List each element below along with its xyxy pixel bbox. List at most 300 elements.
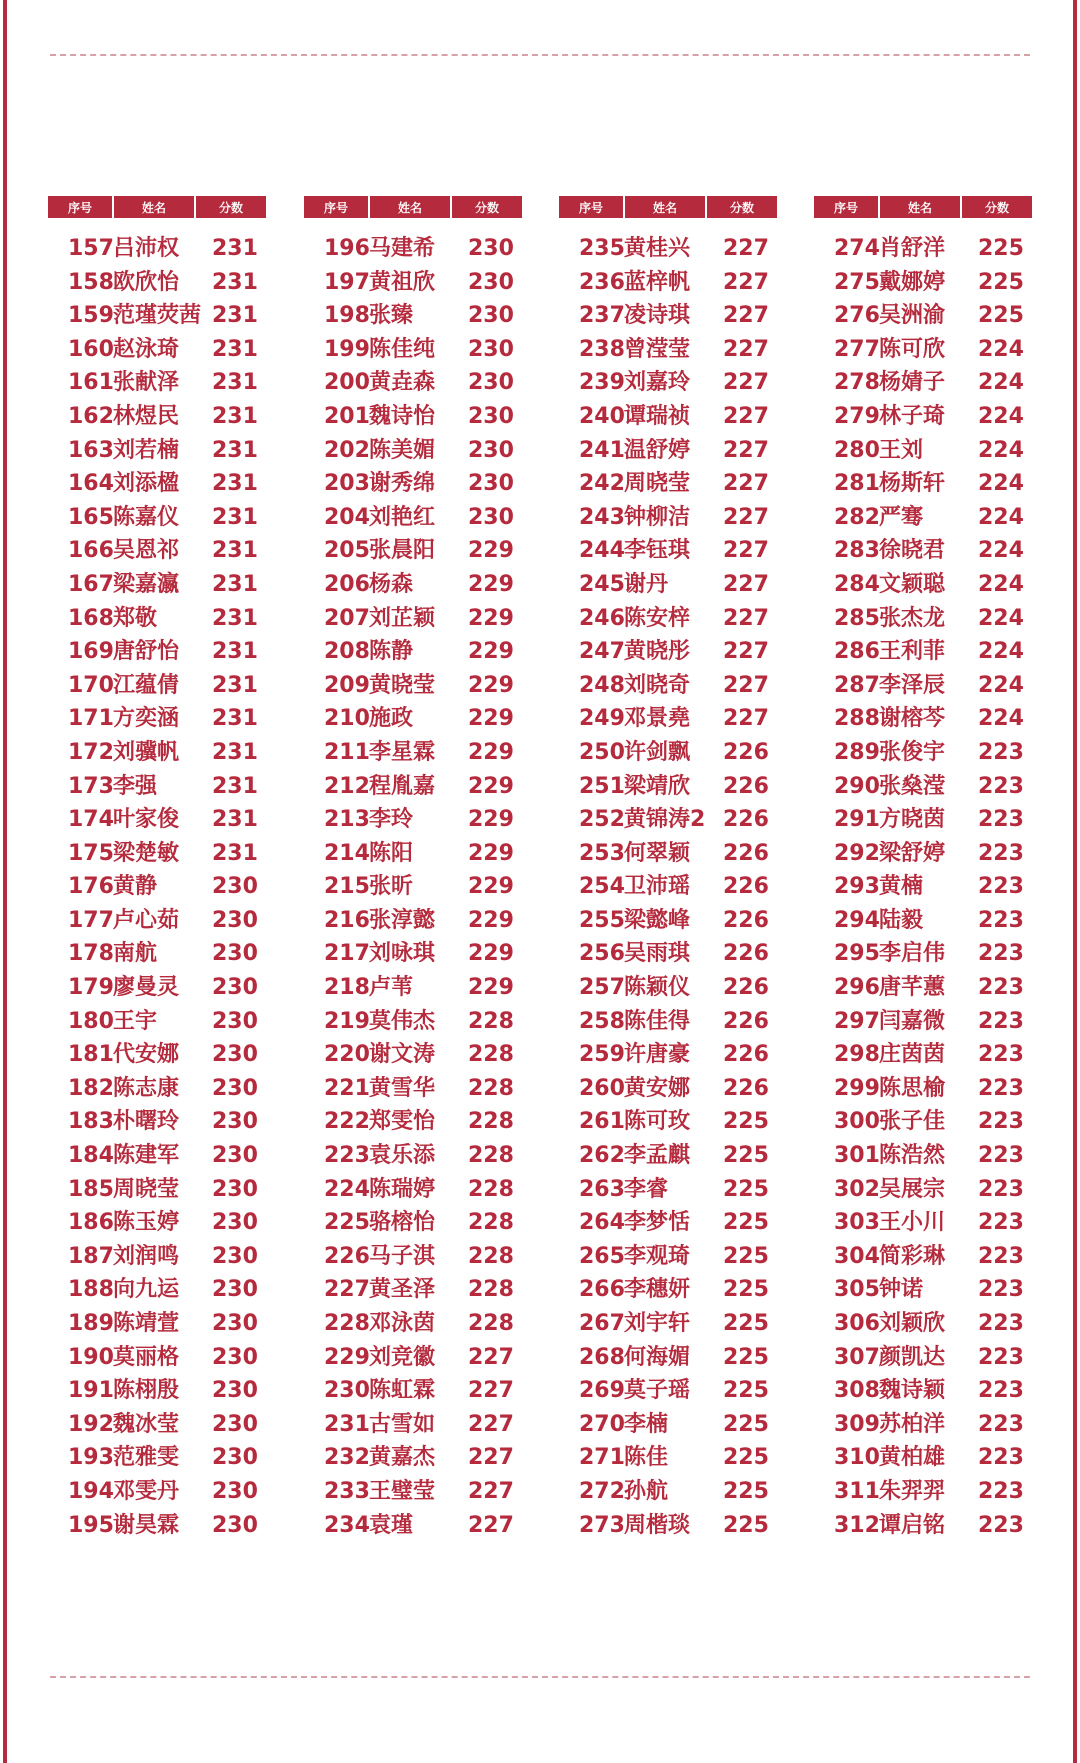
row-name: 何海媚 <box>624 1344 691 1370</box>
header-name: 姓名 <box>625 196 705 218</box>
row-name: 黄桂兴 <box>624 236 691 261</box>
row-score: 230 <box>468 504 514 530</box>
row-name: 张子佳 <box>879 1109 946 1135</box>
row-score: 228 <box>468 1243 514 1269</box>
table-header <box>48 196 266 218</box>
table-row <box>48 1509 266 1543</box>
row-name: 邓雯丹 <box>113 1478 180 1504</box>
table-row <box>304 366 522 400</box>
row-name: 谭瑞祯 <box>624 403 691 429</box>
row-name: 陈可欣 <box>879 336 946 362</box>
row-score: 225 <box>723 1445 769 1471</box>
row-number: 234 <box>324 1512 370 1538</box>
row-number: 157 <box>68 236 114 261</box>
row-score: 227 <box>723 605 769 631</box>
row-score: 229 <box>468 538 514 564</box>
row-score: 223 <box>978 1478 1024 1504</box>
row-score: 230 <box>212 1075 258 1101</box>
row-score: 231 <box>212 336 258 362</box>
row-score: 229 <box>468 907 514 933</box>
row-number: 184 <box>68 1143 114 1169</box>
table-row <box>48 400 266 434</box>
row-score: 223 <box>978 1411 1024 1437</box>
row-number: 165 <box>68 504 114 530</box>
table-row <box>559 971 777 1005</box>
row-name: 黄嘉杰 <box>369 1445 436 1471</box>
row-number: 295 <box>834 941 880 967</box>
row-name: 王刘 <box>879 437 924 463</box>
row-score: 230 <box>468 236 514 261</box>
table-row <box>559 736 777 770</box>
row-number: 250 <box>579 739 625 765</box>
row-number: 283 <box>834 538 880 564</box>
table-row <box>559 937 777 971</box>
row-name: 魏诗颖 <box>879 1378 946 1404</box>
row-score: 230 <box>212 1176 258 1202</box>
table-row <box>304 870 522 904</box>
row-score: 228 <box>468 1311 514 1336</box>
row-score: 228 <box>468 1008 514 1034</box>
row-score: 230 <box>212 1311 258 1336</box>
row-number: 208 <box>324 639 370 665</box>
row-number: 204 <box>324 504 370 530</box>
row-name: 陈建军 <box>113 1143 180 1169</box>
row-name: 许剑飘 <box>624 739 691 765</box>
table-row <box>304 1509 522 1543</box>
row-score: 230 <box>212 1445 258 1471</box>
row-name: 马子淇 <box>369 1243 436 1269</box>
table-row <box>814 1173 1032 1207</box>
table-row <box>48 1139 266 1173</box>
table-row <box>559 568 777 602</box>
row-number: 276 <box>834 303 880 329</box>
table-row <box>304 1341 522 1375</box>
table-row <box>304 1408 522 1442</box>
row-number: 245 <box>579 571 625 597</box>
row-number: 277 <box>834 336 880 362</box>
table-row <box>814 467 1032 501</box>
table-row <box>304 299 522 333</box>
table-row <box>304 803 522 837</box>
table-row <box>559 669 777 703</box>
row-name: 文颖聪 <box>879 571 946 597</box>
row-number: 216 <box>324 907 370 933</box>
table-row <box>48 467 266 501</box>
row-name: 周晓莹 <box>624 471 691 497</box>
row-name: 钟诺 <box>879 1277 924 1303</box>
row-name: 梁楚敏 <box>113 840 180 866</box>
row-name: 朴曙玲 <box>113 1109 180 1135</box>
row-number: 306 <box>834 1311 880 1336</box>
row-name: 郑敬 <box>113 605 158 631</box>
row-number: 167 <box>68 571 114 597</box>
table-row <box>559 1441 777 1475</box>
table-row <box>304 702 522 736</box>
row-score: 230 <box>212 1478 258 1504</box>
row-score: 226 <box>723 1042 769 1068</box>
row-name: 李观琦 <box>624 1243 691 1269</box>
row-number: 188 <box>68 1277 114 1303</box>
row-name: 王宇 <box>113 1008 158 1034</box>
row-score: 224 <box>978 504 1024 530</box>
row-name: 吕沛权 <box>113 236 180 261</box>
row-number: 240 <box>579 403 625 429</box>
row-number: 179 <box>68 975 114 1001</box>
row-number: 168 <box>68 605 114 631</box>
row-number: 185 <box>68 1176 114 1202</box>
row-name: 陈瑞婷 <box>369 1176 436 1202</box>
row-number: 293 <box>834 874 880 900</box>
row-score: 231 <box>212 403 258 429</box>
row-score: 230 <box>468 437 514 463</box>
table-row <box>48 1341 266 1375</box>
row-score: 224 <box>978 672 1024 698</box>
table-row <box>304 266 522 300</box>
row-score: 223 <box>978 1277 1024 1303</box>
row-score: 231 <box>212 303 258 329</box>
table-row <box>48 568 266 602</box>
row-score: 230 <box>212 874 258 900</box>
header-no: 序号 <box>559 196 623 218</box>
row-score: 223 <box>978 941 1024 967</box>
row-number: 287 <box>834 672 880 698</box>
row-score: 229 <box>468 874 514 900</box>
table-row <box>814 1273 1032 1307</box>
table-row <box>304 1240 522 1274</box>
row-score: 231 <box>212 605 258 631</box>
row-number: 175 <box>68 840 114 866</box>
row-score: 227 <box>468 1378 514 1404</box>
row-score: 225 <box>723 1243 769 1269</box>
row-number: 180 <box>68 1008 114 1034</box>
row-name: 李星霖 <box>369 739 436 765</box>
row-number: 212 <box>324 773 370 799</box>
table-row <box>814 937 1032 971</box>
row-score: 223 <box>978 907 1024 933</box>
row-number: 302 <box>834 1176 880 1202</box>
row-score: 227 <box>723 336 769 362</box>
row-name: 严骞 <box>879 504 924 530</box>
table-row <box>559 770 777 804</box>
row-name: 李楠 <box>624 1411 669 1437</box>
table-row <box>304 467 522 501</box>
table-row <box>48 1273 266 1307</box>
row-name: 闫嘉微 <box>879 1008 946 1034</box>
row-number: 229 <box>324 1344 370 1370</box>
table-row <box>559 1341 777 1375</box>
row-number: 197 <box>324 269 370 295</box>
row-name: 魏冰莹 <box>113 1411 180 1437</box>
row-score: 224 <box>978 437 1024 463</box>
table-row <box>559 534 777 568</box>
table-column-4 <box>814 196 1032 1542</box>
row-number: 238 <box>579 336 625 362</box>
row-score: 230 <box>212 941 258 967</box>
row-name: 陈佳得 <box>624 1008 691 1034</box>
row-number: 223 <box>324 1143 370 1169</box>
row-score: 230 <box>468 471 514 497</box>
row-name: 黄锦涛2 <box>624 807 706 833</box>
row-name: 代安娜 <box>113 1042 180 1068</box>
row-number: 210 <box>324 706 370 732</box>
row-number: 298 <box>834 1042 880 1068</box>
row-name: 马建希 <box>369 236 436 261</box>
row-number: 162 <box>68 403 114 429</box>
table-row <box>559 232 777 266</box>
row-score: 227 <box>468 1445 514 1471</box>
row-name: 梁靖欣 <box>624 773 691 799</box>
row-score: 223 <box>978 1445 1024 1471</box>
row-score: 227 <box>723 370 769 396</box>
table-row <box>814 333 1032 367</box>
row-score: 231 <box>212 437 258 463</box>
row-score: 226 <box>723 840 769 866</box>
row-name: 陈阳 <box>369 840 414 866</box>
row-name: 陈栩殷 <box>113 1378 180 1404</box>
row-score: 230 <box>468 403 514 429</box>
row-name: 郑雯怡 <box>369 1109 436 1135</box>
row-number: 244 <box>579 538 625 564</box>
row-name: 杨森 <box>369 571 414 597</box>
table-row <box>559 1374 777 1408</box>
table-row <box>559 1038 777 1072</box>
row-number: 177 <box>68 907 114 933</box>
table-row <box>48 971 266 1005</box>
row-number: 196 <box>324 236 370 261</box>
row-number: 289 <box>834 739 880 765</box>
row-name: 黄祖欣 <box>369 269 436 295</box>
row-score: 227 <box>723 672 769 698</box>
row-score: 229 <box>468 739 514 765</box>
row-score: 224 <box>978 605 1024 631</box>
row-name: 谢文涛 <box>369 1042 436 1068</box>
row-score: 229 <box>468 840 514 866</box>
row-score: 226 <box>723 1008 769 1034</box>
row-score: 225 <box>723 1378 769 1404</box>
row-score: 225 <box>723 1210 769 1236</box>
row-name: 袁瑾 <box>369 1512 414 1538</box>
row-number: 257 <box>579 975 625 1001</box>
row-number: 286 <box>834 639 880 665</box>
row-number: 280 <box>834 437 880 463</box>
row-name: 凌诗琪 <box>624 303 691 329</box>
row-number: 169 <box>68 639 114 665</box>
row-number: 252 <box>579 807 625 833</box>
row-score: 224 <box>978 403 1024 429</box>
row-score: 224 <box>978 706 1024 732</box>
table-row <box>814 1038 1032 1072</box>
row-score: 231 <box>212 370 258 396</box>
row-score: 230 <box>212 1277 258 1303</box>
header-no: 序号 <box>48 196 112 218</box>
table-row <box>48 702 266 736</box>
table-row <box>814 266 1032 300</box>
row-name: 张昕 <box>369 874 414 900</box>
row-name: 李穗妍 <box>624 1277 691 1303</box>
row-score: 225 <box>723 1277 769 1303</box>
row-name: 廖曼灵 <box>113 975 180 1001</box>
row-name: 唐舒怡 <box>113 639 180 665</box>
row-name: 李启伟 <box>879 941 946 967</box>
table-row <box>559 434 777 468</box>
row-number: 266 <box>579 1277 625 1303</box>
row-score: 230 <box>212 907 258 933</box>
row-name: 黄晓莹 <box>369 672 436 698</box>
row-number: 211 <box>324 739 370 765</box>
table-row <box>559 299 777 333</box>
row-name: 陈思榆 <box>879 1075 946 1101</box>
row-number: 227 <box>324 1277 370 1303</box>
row-number: 158 <box>68 269 114 295</box>
row-score: 230 <box>212 1512 258 1538</box>
row-score: 224 <box>978 538 1024 564</box>
table-header <box>814 196 1032 218</box>
table-row <box>814 1441 1032 1475</box>
row-number: 205 <box>324 538 370 564</box>
table-column-1 <box>48 196 266 1542</box>
row-number: 281 <box>834 471 880 497</box>
row-score: 231 <box>212 672 258 698</box>
table-row <box>48 770 266 804</box>
table-row <box>559 1475 777 1509</box>
table-row <box>814 1509 1032 1543</box>
row-number: 312 <box>834 1512 880 1538</box>
row-score: 231 <box>212 639 258 665</box>
table-row <box>814 366 1032 400</box>
row-number: 301 <box>834 1143 880 1169</box>
row-score: 228 <box>468 1176 514 1202</box>
row-number: 299 <box>834 1075 880 1101</box>
table-row <box>48 1173 266 1207</box>
row-number: 224 <box>324 1176 370 1202</box>
row-name: 张俊宇 <box>879 739 946 765</box>
table-row <box>48 837 266 871</box>
row-name: 周楷琰 <box>624 1512 691 1538</box>
table-row <box>304 333 522 367</box>
table-row <box>559 467 777 501</box>
table-row <box>814 1307 1032 1341</box>
row-score: 230 <box>468 303 514 329</box>
row-name: 张晨阳 <box>369 538 436 564</box>
row-number: 285 <box>834 605 880 631</box>
row-score: 225 <box>978 269 1024 295</box>
row-name: 刘宇轩 <box>624 1311 691 1336</box>
row-name: 刘颖欣 <box>879 1311 946 1336</box>
row-score: 231 <box>212 739 258 765</box>
dashed-divider-bottom <box>50 1676 1030 1678</box>
row-number: 160 <box>68 336 114 362</box>
row-name: 卢心茹 <box>113 907 180 933</box>
table-row <box>48 1005 266 1039</box>
row-score: 230 <box>212 1042 258 1068</box>
table-row <box>814 736 1032 770</box>
row-name: 欧欣怡 <box>113 269 180 295</box>
row-name: 唐芊蕙 <box>879 975 946 1001</box>
row-name: 黄安娜 <box>624 1075 691 1101</box>
row-score: 224 <box>978 571 1024 597</box>
row-score: 227 <box>723 538 769 564</box>
row-number: 254 <box>579 874 625 900</box>
row-score: 225 <box>723 1143 769 1169</box>
row-name: 陈志康 <box>113 1075 180 1101</box>
row-number: 236 <box>579 269 625 295</box>
row-score: 225 <box>723 1109 769 1135</box>
table-row <box>814 1475 1032 1509</box>
row-name: 梁懿峰 <box>624 907 691 933</box>
table-row <box>48 299 266 333</box>
row-score: 224 <box>978 639 1024 665</box>
table-row <box>559 1005 777 1039</box>
row-number: 256 <box>579 941 625 967</box>
table-row <box>559 904 777 938</box>
table-row <box>559 1408 777 1442</box>
row-number: 292 <box>834 840 880 866</box>
row-name: 张杰龙 <box>879 605 946 631</box>
table-row <box>304 736 522 770</box>
table-row <box>304 1072 522 1106</box>
row-score: 228 <box>468 1277 514 1303</box>
row-number: 187 <box>68 1243 114 1269</box>
table-row <box>814 971 1032 1005</box>
row-score: 223 <box>978 1143 1024 1169</box>
row-score: 231 <box>212 706 258 732</box>
table-row <box>48 366 266 400</box>
table-column-2 <box>304 196 522 1542</box>
row-number: 274 <box>834 236 880 261</box>
row-number: 271 <box>579 1445 625 1471</box>
dashed-divider-top <box>50 54 1030 56</box>
table-header <box>559 196 777 218</box>
row-number: 264 <box>579 1210 625 1236</box>
row-name: 陈佳纯 <box>369 336 436 362</box>
page-border-left <box>3 0 7 1763</box>
table-row <box>814 1341 1032 1375</box>
table-row <box>48 1307 266 1341</box>
table-row <box>48 501 266 535</box>
row-number: 200 <box>324 370 370 396</box>
table-row <box>304 971 522 1005</box>
row-score: 230 <box>468 370 514 396</box>
row-name: 魏诗怡 <box>369 403 436 429</box>
header-name: 姓名 <box>370 196 450 218</box>
row-score: 227 <box>723 403 769 429</box>
row-name: 梁嘉瀛 <box>113 571 180 597</box>
row-number: 214 <box>324 840 370 866</box>
row-score: 229 <box>468 773 514 799</box>
row-number: 192 <box>68 1411 114 1437</box>
table-row <box>304 534 522 568</box>
table-row <box>559 1206 777 1240</box>
row-number: 225 <box>324 1210 370 1236</box>
table-row <box>304 1273 522 1307</box>
row-score: 230 <box>212 1411 258 1437</box>
row-name: 刘咏琪 <box>369 941 436 967</box>
table-row <box>814 568 1032 602</box>
row-number: 170 <box>68 672 114 698</box>
header-score: 分数 <box>452 196 522 218</box>
row-name: 赵泳琦 <box>113 336 180 362</box>
table-row <box>48 1105 266 1139</box>
row-number: 183 <box>68 1109 114 1135</box>
table-row <box>48 937 266 971</box>
row-score: 223 <box>978 1109 1024 1135</box>
table-row <box>48 669 266 703</box>
table-row <box>304 1475 522 1509</box>
table-row <box>304 1005 522 1039</box>
table-row <box>48 333 266 367</box>
table-row <box>814 1105 1032 1139</box>
row-number: 239 <box>579 370 625 396</box>
